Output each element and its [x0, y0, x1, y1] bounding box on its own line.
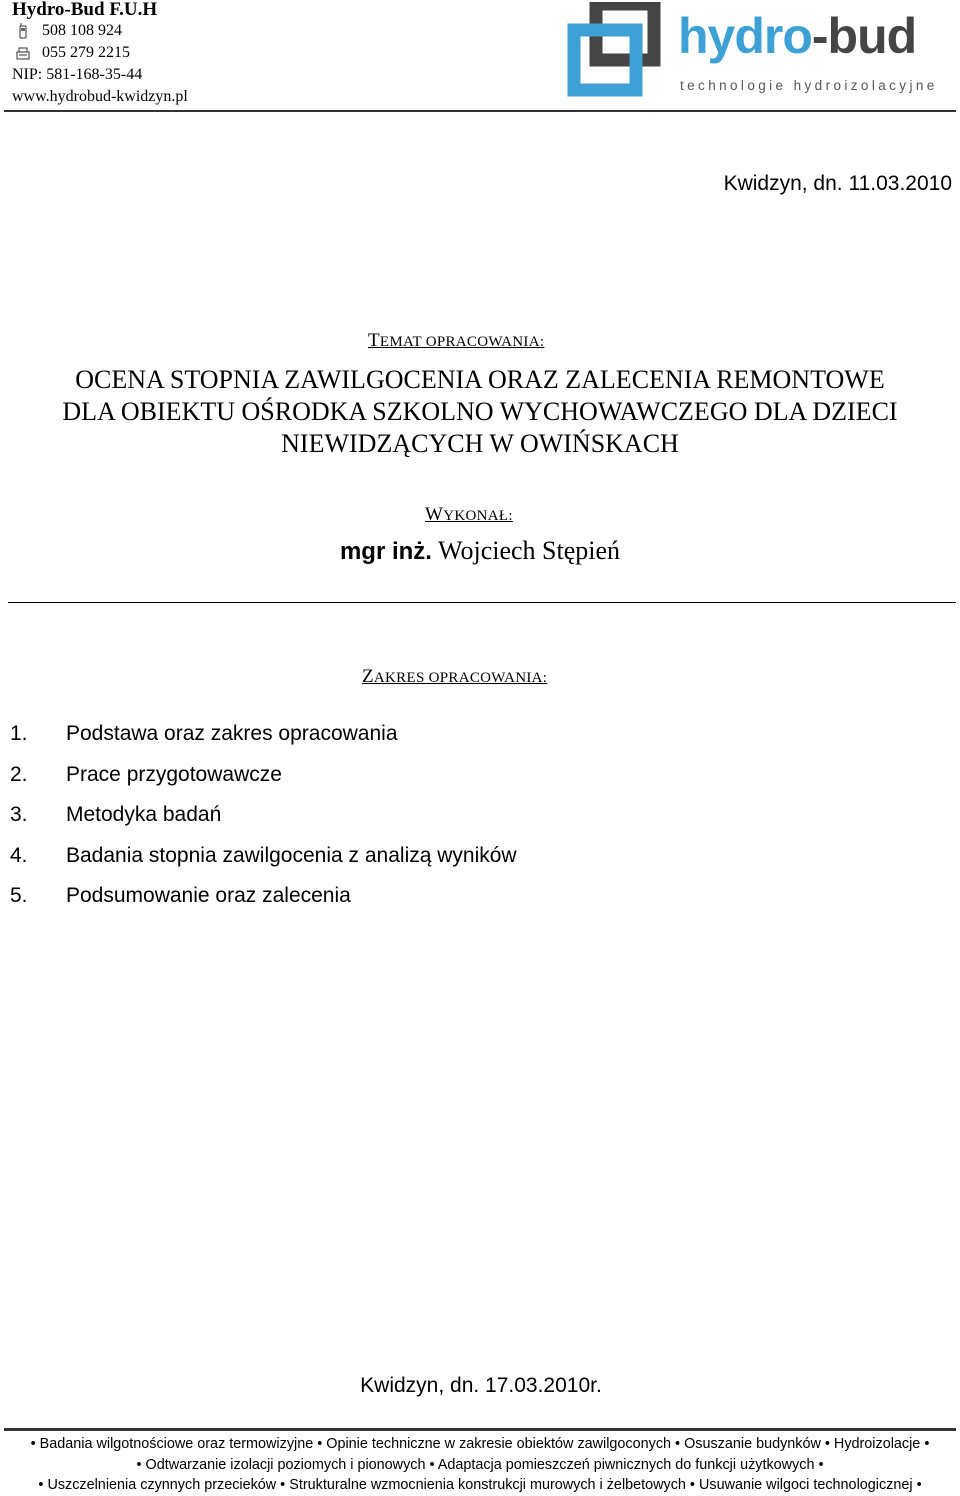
- footer-service: • Adaptacja pomieszczeń piwnicznych do funkcji użytkowych: [425, 1457, 814, 1473]
- author-heading: [425, 504, 513, 526]
- item-number: 5.: [10, 884, 28, 907]
- author-heading-rest: YKONAŁ:: [443, 508, 513, 524]
- mobile-number: 508 108 924: [42, 22, 122, 39]
- footer-service: • Osuszanie budynków: [671, 1436, 821, 1452]
- subject-heading: [368, 330, 544, 352]
- title-line: NIEWIDZĄCYCH W OWIŃSKACH: [281, 429, 679, 458]
- title-line: OCENA STOPNIA ZAWILGOCENIA ORAZ ZALECENIA REMONTOWE: [75, 365, 885, 394]
- item-text: Podstawa oraz zakres opracowania: [66, 722, 398, 745]
- footer-service: • Usuwanie wilgoci technologicznej: [686, 1477, 913, 1493]
- company-name: Hydro-Bud F.U.H: [12, 0, 158, 20]
- footer-divider: [4, 1428, 956, 1431]
- mobile-line: [12, 20, 188, 42]
- footer-row-3: [0, 1475, 960, 1496]
- completion-date: Kwidzyn, dn. 17.03.2010r.: [360, 1374, 602, 1397]
- logo-wordmark: [678, 6, 916, 66]
- website: www.hydrobud-kwidzyn.pl: [12, 88, 188, 105]
- item-text: Metodyka badań: [66, 803, 222, 826]
- document-title: [0, 364, 960, 460]
- item-text: Badania stopnia zawilgocenia z analizą wyników: [66, 843, 517, 867]
- list-item: [10, 714, 517, 755]
- list-item: [10, 876, 517, 917]
- fax-line: [12, 42, 188, 64]
- scope-heading-rest: AKRES OPRACOWANIA:: [373, 670, 548, 686]
- subject-heading-rest: EMAT OPRACOWANIA:: [379, 334, 545, 350]
- company-info: [12, 0, 188, 108]
- scope-heading-cap: Z: [362, 666, 374, 687]
- fax-number: 055 279 2215: [42, 44, 130, 61]
- services-footer: [0, 1434, 960, 1496]
- logo-word-hydro: hydro: [678, 8, 812, 64]
- footer-service: • Hydroizolacje: [821, 1436, 920, 1452]
- footer-row-1: [0, 1434, 960, 1455]
- item-number: 4.: [10, 843, 28, 867]
- title-line: DLA OBIEKTU OŚRODKA SZKOLNO WYCHOWAWCZEGO DLA DZIECI: [62, 397, 898, 426]
- footer-service: Odtwarzanie izolacji poziomych i pionowych: [145, 1456, 426, 1473]
- author-name: Wojciech Stępień: [438, 536, 621, 565]
- scope-heading: [362, 666, 547, 688]
- footer-service: • Opinie techniczne w zakresie obiektów zawilgoconych: [313, 1436, 671, 1452]
- company-logo: [566, 2, 956, 102]
- logo-mark-icon: [566, 2, 666, 98]
- list-item: [10, 795, 517, 836]
- logo-word-bud: -bud: [811, 8, 917, 64]
- header-divider: [4, 110, 956, 112]
- author-heading-cap: W: [425, 504, 444, 525]
- item-number: 3.: [10, 803, 28, 826]
- footer-service: • Strukturalne wzmocnienia konstrukcji murowych i żelbetowych: [276, 1477, 686, 1493]
- author-line: [0, 536, 960, 566]
- issue-date: Kwidzyn, dn. 11.03.2010: [723, 172, 952, 195]
- author-degree: mgr inż.: [339, 538, 432, 565]
- list-item: [10, 755, 517, 796]
- item-number: 2.: [10, 762, 28, 786]
- footer-service: Badania wilgotnościowe oraz termowizyjne: [39, 1436, 314, 1452]
- footer-service: Uszczelnienia czynnych przecieków: [47, 1477, 277, 1493]
- scope-list: [10, 714, 517, 917]
- item-text: Prace przygotowawcze: [66, 762, 282, 786]
- list-item: [10, 836, 517, 877]
- section-divider: [8, 602, 956, 603]
- footer-row-2: [0, 1455, 960, 1476]
- logo-tagline: technologie hydroizolacyjne: [680, 78, 938, 93]
- fax-icon: [16, 45, 30, 61]
- mobile-phone-icon: [16, 23, 30, 39]
- item-text: Podsumowanie oraz zalecenia: [66, 884, 351, 907]
- item-number: 1.: [10, 722, 28, 745]
- subject-heading-cap: T: [368, 330, 380, 351]
- nip-number: NIP: 581-168-35-44: [12, 66, 143, 83]
